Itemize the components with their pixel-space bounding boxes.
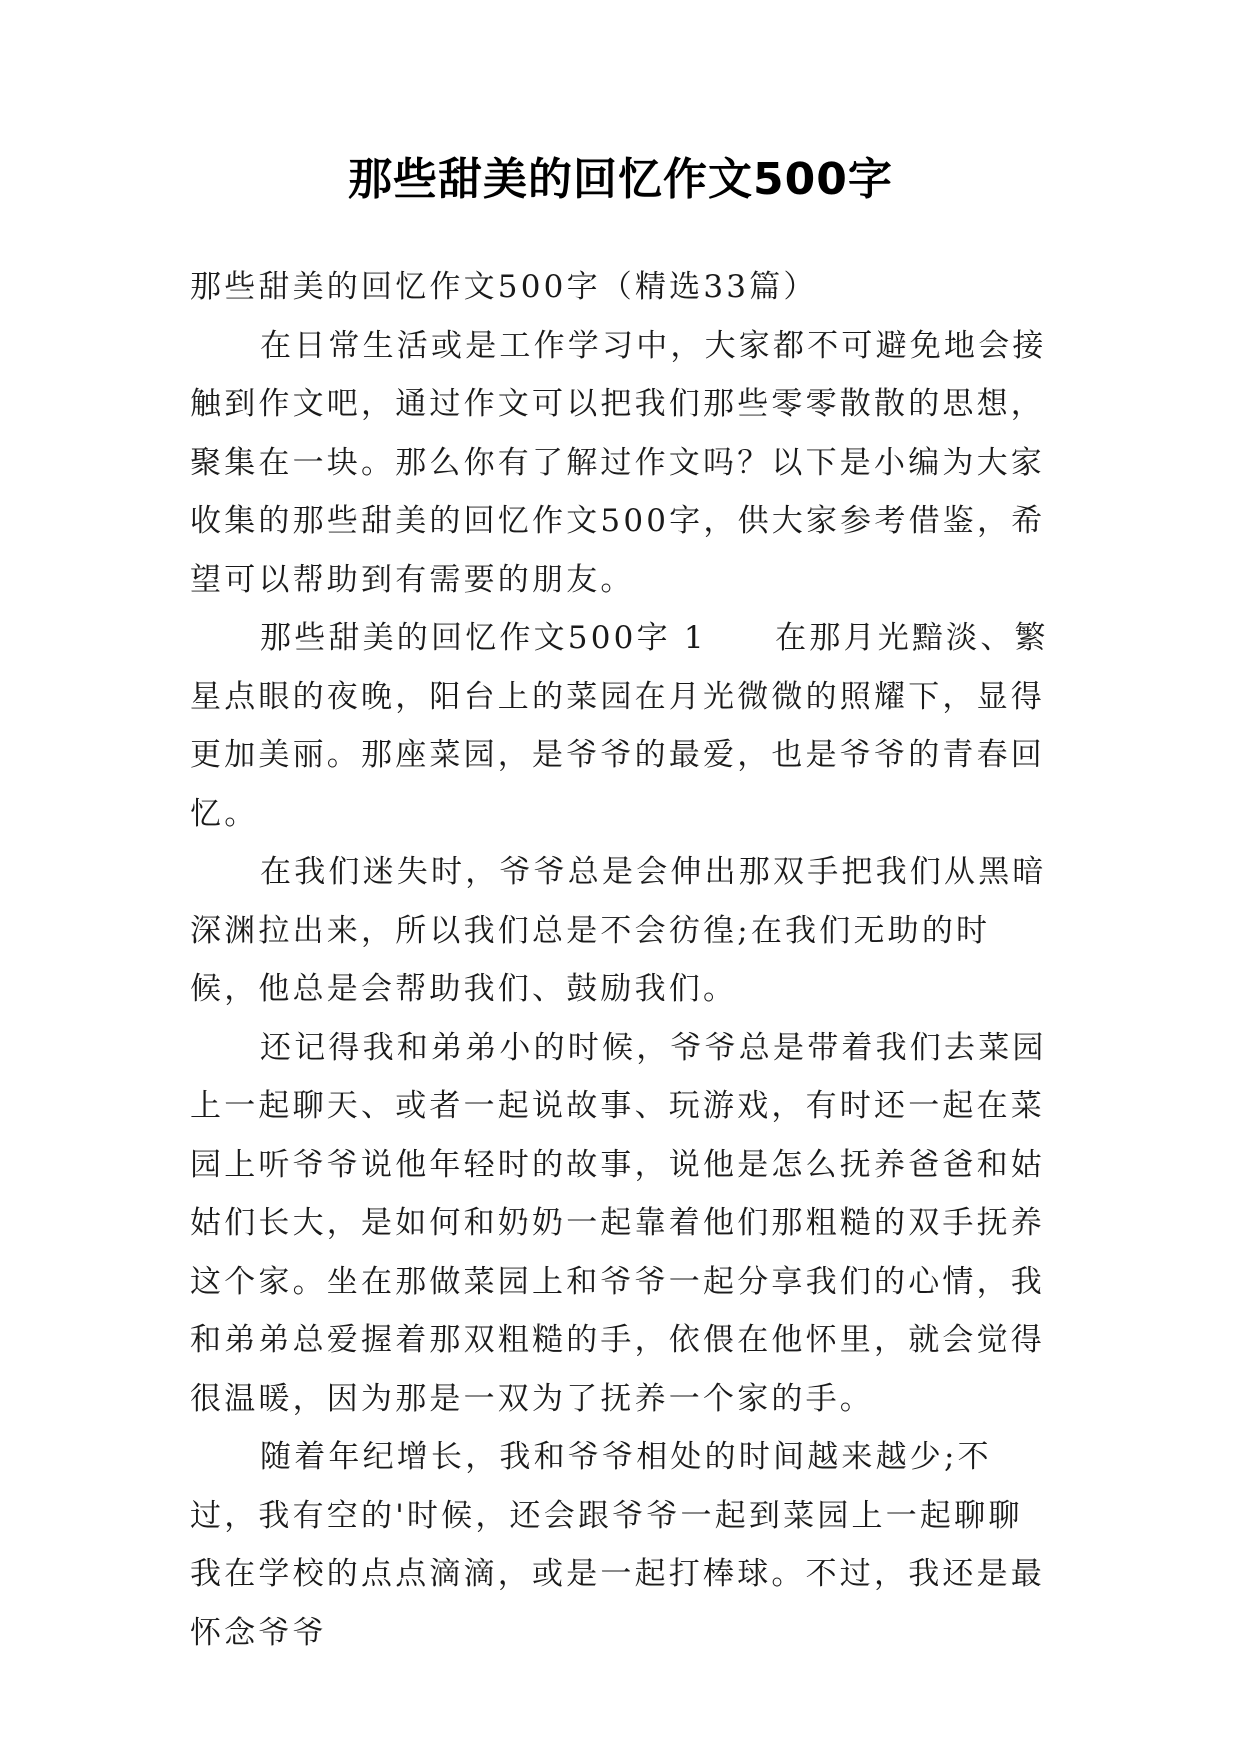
paragraph-2: 在我们迷失时，爷爷总是会伸出那双手把我们从黑暗深渊拉出来，所以我们总是不会彷徨;在我们无助的时候，他总是会帮助我们、鼓励我们。	[190, 854, 1047, 1007]
paragraph-1: 那些甜美的回忆作文500字 1 在那月光黯淡、繁星点眼的夜晚，阳台上的菜园在月光微微的照耀下，显得更加美丽。那座菜园，是爷爷的最爱，也是爷爷的青春回忆。	[190, 620, 1049, 832]
paragraph-3: 还记得我和弟弟小的时候，爷爷总是带着我们去菜园上一起聊天、或者一起说故事、玩游戏，有时还一起在菜园上听爷爷说他年轻时的故事，说他是怎么抚养爸爸和姑姑们长大，是如何和奶奶一起靠着他们那粗糙的双手抚养这个家。坐在那做菜园上和爷爷一起分享我们的心情，我和弟弟总爱握着那双粗糙的手，依偎在他怀里，就会觉得很温暖，因为那是一双为了抚养一个家的手。	[190, 1029, 1047, 1417]
paragraph-intro: 在日常生活或是工作学习中，大家都不可避免地会接触到作文吧，通过作文可以把我们那些零零散散的思想，聚集在一块。那么你有了解过作文吗？以下是小编为大家收集的那些甜美的回忆作文500字，供大家参考借鉴，希望可以帮助到有需要的朋友。	[190, 327, 1047, 598]
paragraph-4: 随着年纪增长，我和爷爷相处的时间越来越少;不过，我有空的'时候，还会跟爷爷一起到菜园上一起聊聊我在学校的点点滴滴，或是一起打棒球。不过，我还是最怀念爷爷	[190, 1439, 1045, 1651]
document-title: 那些甜美的回忆作文500字	[348, 154, 893, 205]
document-subtitle: 那些甜美的回忆作文500字（精选33篇）	[190, 269, 818, 305]
document-body	[190, 258, 1052, 1662]
